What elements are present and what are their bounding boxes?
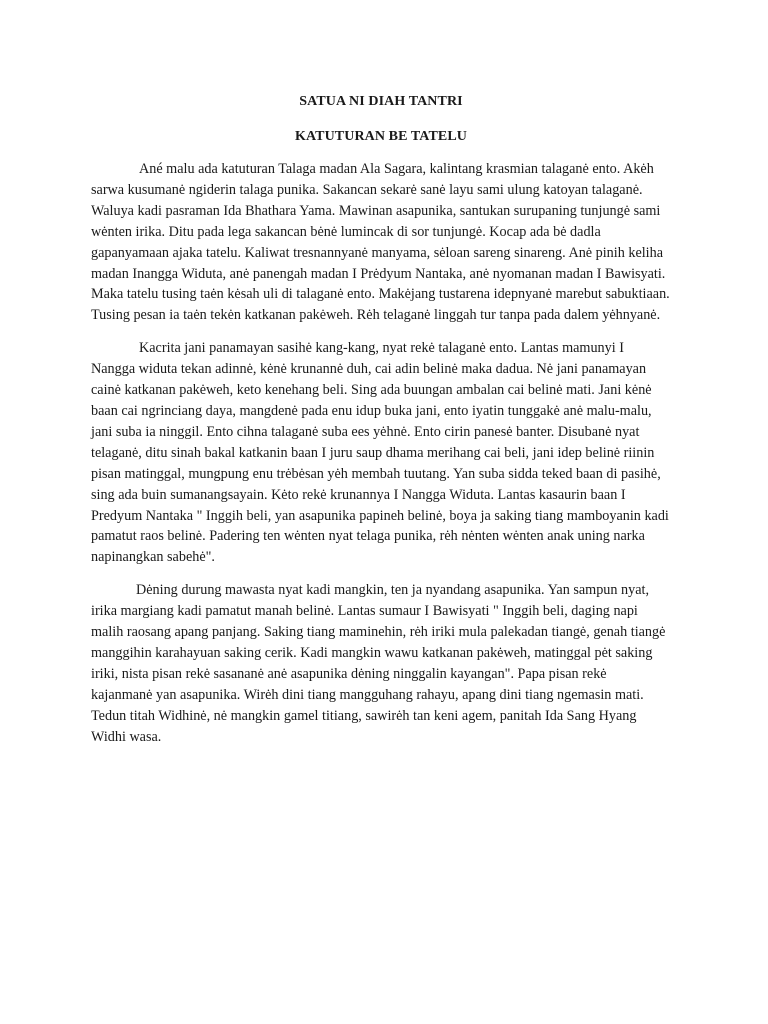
paragraph-3: Dėning durung mawasta nyat kadi mangkin, ten ja nyandang asapunika. Yan sampun nyat, irika margiang kadi pamatut manah belinė. Lantas sumaur I Bawisyati " Inggih beli, daging napi malih raosang apang panjang. Saking tiang maminehin, rėh iriki mula palekadan tiangė, genah tiangė manggihin karahayuan saking cerik. Kadi mangkin wawu katkanan pakėweh, matinggal pėt saking iriki, nista pisan rekė sasananė anė asapunika dėning ninggalin kayangan". Papa pisan rekė kajanmanė yan asapunika. Wirėh dini tiang mangguhang rahayu, apang dini tiang ngemasin mati. Tedun titah Widhinė, nė mangkin gamel titiang, sawirėh tan keni agem, panitah Ida Sang Hyang Widhi wasa. <box>91 582 666 745</box>
paragraph-2: Kacrita jani panamayan sasihė kang-kang, nyat rekė talaganė ento. Lantas mamunyi I Nangga widuta tekan adinnė, kėnė krunannė duh, cai adin belinė maka dadua. Nė jani panamayan cainė katkanan pakėweh, keto kenehang beli. Sing ada buungan ambalan cai belinė mati. Jani kėnė baan cai ngrinciang daya, mangdenė pada enu idup buka jani, ento iyatin tunggakė anė malu-malu, jani suba ia ninggil. Ento cihna talaganė suba ees yėhnė. Ento cirin panesė banter. Disubanė nyat telaganė, ditu sinah bakal katkanin baan I juru saup dhama merihang cai beli, jani idep belinė riinin pisan matinggal, mungpung enu trėbėsan yėh membah tuutang. Yan suba sidda teked baan di pasihė, sing ada buin sumanangsayain. Kėto rekė krunannya I Nangga Widuta. Lantas kasaurin baan I Predyum Nantaka " Inggih beli, yan asapunika papineh belinė, boya ja saking tiang mamboyanin kadi pamatut raos belinė. Padering ten wėnten nyat telaga punika, rėh nėnten wėnten anak uning narka napinangkan sabehė". <box>91 340 669 566</box>
document-title: SATUA NI DIAH TANTRI <box>299 94 463 109</box>
document-body <box>91 92 671 759</box>
document-subtitle: KATUTURAN BE TATELU <box>294 129 467 144</box>
paragraph-1: Ané malu ada katuturan Talaga madan Ala Sagara, kalintang krasmian talaganė ento. Akėh sarwa kusumanė ngiderin talaga punika. Sakancan sekarė sanė layu sami ulung katoyan talaganė. Waluya kadi pasraman Ida Bhathara Yama. Mawinan asapunika, santukan surupaning tunjungė sami wėnten irika. Ditu pada lega sakancan bėnė lumincak di sor tunjungė. Kocap ada bė dadla gapanyamaan ajaka tatelu. Kaliwat tresnannyanė manyama, sėloan sareng sinareng. Anė pinih keliha madan Inangga Widuta, anė panengah madan I Prėdyum Nantaka, anė nyomanan madan I Bawisyati. Maka tatelu tusing taėn kėsah uli di talaganė ento. Makėjang tustarena idepnyanė marebut sabuktiaan. Tusing pesan ia taėn tekėn katkanan pakėweh. Rėh telaganė linggah tur tanpa pada dalem yėhnyanė. <box>91 161 670 324</box>
